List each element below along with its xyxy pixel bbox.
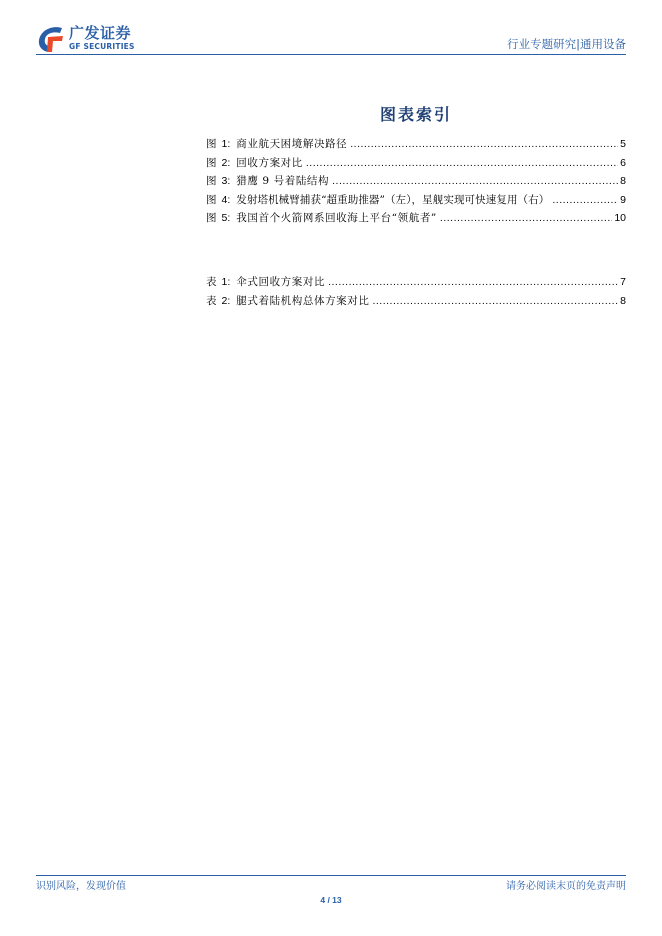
entry-label: 腿式着陆机构总体方案对比 [236, 294, 370, 307]
entry-number: 5 [221, 212, 228, 225]
entry-colon: : [227, 156, 231, 169]
entry-page: 6 [620, 156, 626, 169]
entry-prefix: 图 [206, 138, 217, 150]
entry-label: 猎鹰 9 号着陆结构 [236, 175, 330, 188]
entry-number: 1 [221, 138, 228, 150]
entry-page: 8 [620, 175, 626, 188]
entry-colon: : [227, 138, 231, 150]
figure-index [206, 135, 626, 228]
footer-slogan: 识别风险，发现价值 [36, 881, 126, 892]
entry-colon: : [227, 276, 231, 288]
header-divider [36, 54, 626, 55]
entry-page: 10 [614, 212, 626, 225]
entry-label: 回收方案对比 [236, 156, 303, 169]
entry-prefix: 图 [206, 175, 217, 188]
entry-label: 我国首个火箭网系回收海上平台“领航者” [236, 212, 437, 225]
entry-label: 发射塔机械臂捕获“超重助推器”（左），星舰实现可快速复用（右） [236, 193, 550, 206]
toc-entry-figure-4[interactable] [206, 191, 626, 210]
report-category: 行业专题研究|通用设备 [507, 37, 626, 51]
entry-page: 7 [620, 276, 626, 288]
entry-colon: : [227, 294, 231, 307]
page-title: 图表索引 [379, 105, 452, 124]
entry-page: 9 [620, 193, 626, 206]
dot-leader [552, 191, 618, 210]
footer-disclaimer-note: 请务必阅读末页的免责声明 [506, 881, 626, 892]
entry-colon: : [227, 175, 231, 188]
toc-entry-table-1[interactable] [206, 273, 626, 292]
company-logo [36, 22, 146, 56]
logo-text-en: GF SECURITIES [69, 42, 135, 51]
entry-label: 伞式回收方案对比 [236, 276, 326, 288]
entry-page: 8 [620, 294, 626, 307]
entry-label: 商业航天困境解决路径 [236, 138, 348, 150]
entry-prefix: 图 [206, 156, 217, 169]
entry-colon: : [227, 212, 231, 225]
toc-entry-figure-2[interactable] [206, 154, 626, 173]
page-header [36, 22, 626, 56]
entry-prefix: 表 [206, 294, 217, 307]
toc-entry-figure-3[interactable] [206, 172, 626, 191]
toc-entry-figure-5[interactable] [206, 209, 626, 228]
dot-leader [332, 172, 618, 191]
page-number: 4 / 13 [320, 895, 342, 905]
toc-entry-table-2[interactable] [206, 292, 626, 311]
toc-entry-figure-1[interactable] [206, 135, 626, 154]
entry-number: 2 [221, 294, 228, 307]
footer-divider [36, 875, 626, 876]
entry-number: 3 [221, 175, 228, 188]
dot-leader [440, 209, 612, 228]
table-index [206, 273, 626, 310]
entry-page: 5 [620, 138, 626, 150]
dot-leader [350, 135, 618, 154]
gf-logo-icon [36, 24, 66, 54]
dot-leader [306, 154, 618, 173]
entry-prefix: 表 [206, 276, 217, 288]
entry-number: 1 [221, 276, 228, 288]
entry-prefix: 图 [206, 212, 217, 225]
entry-prefix: 图 [206, 193, 217, 206]
entry-number: 2 [221, 156, 228, 169]
dot-leader [328, 273, 618, 292]
logo-text-cn: 广发证券 [69, 24, 132, 42]
entry-colon: : [227, 193, 231, 206]
dot-leader [372, 292, 618, 311]
entry-number: 4 [221, 193, 228, 206]
